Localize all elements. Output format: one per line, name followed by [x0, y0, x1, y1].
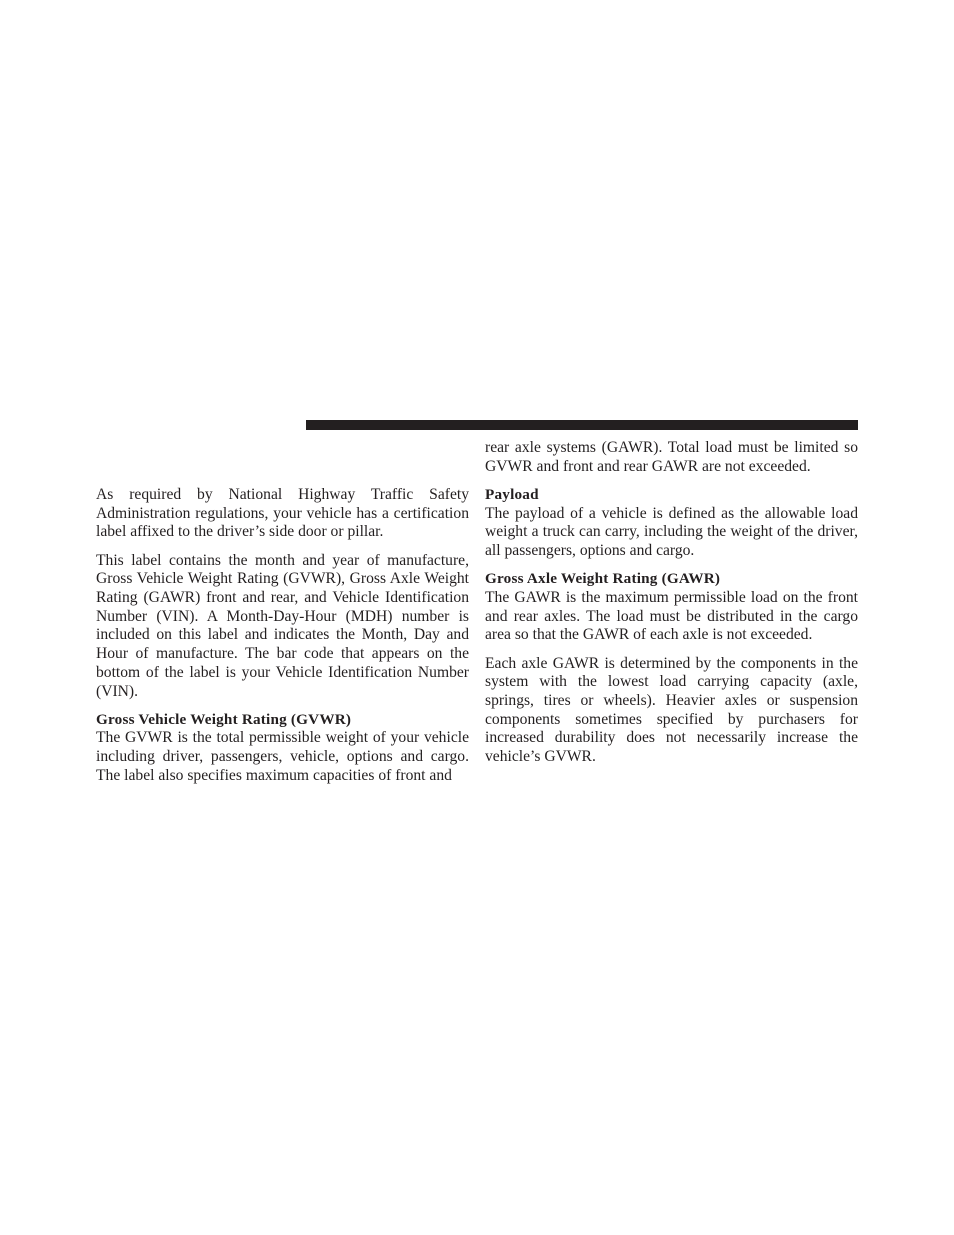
gawr-heading: Gross Axle Weight Rating (GAWR): [485, 570, 721, 588]
section-header-rule: [306, 420, 858, 430]
payload-heading: Payload: [485, 485, 539, 503]
label-contents-paragraph: This label contains the month and year of manufacture, Gross Vehicle Weight Rating (GVWR), Gross Axle Weight Rating (GAWR) front and rear, and Vehicle Identification Number (VIN). A Month-Day-Hour (MDH) number is included on this label and indicates the Month, Day and Hour of manufacture. The bar code that appears on the bottom of the label is your Vehicle Identification Number (VIN).: [96, 551, 469, 700]
payload-paragraph: The payload of a vehicle is defined as the allowable load weight a truck can carry, including the weight of the driver, all passengers, options and cargo.: [485, 504, 858, 560]
gvwr-heading: Gross Vehicle Weight Rating (GVWR): [96, 710, 352, 728]
gvwr-continuation-paragraph: rear axle systems (GAWR). Total load must be limited so GVWR and front and rear GAWR are not exceeded.: [485, 439, 858, 475]
left-column: [96, 486, 469, 795]
intro-paragraph: As required by National Highway Traffic Safety Administration regulations, your vehicle has a certification label affixed to the driver’s side door or pillar.: [96, 486, 469, 541]
gvwr-paragraph: The GVWR is the total permissible weight of your vehicle including driver, passengers, vehicle, options and cargo. The label also specifies maximum capacities of front and: [96, 729, 469, 784]
right-column: [485, 439, 858, 776]
axle-components-paragraph: Each axle GAWR is determined by the components in the system with the lowest load carrying capacity (axle, springs, tires or wheels). Heavier axles or suspension components sometimes specified by purchasers for increased durability does not necessarily increase the vehicle’s GVWR.: [485, 654, 858, 766]
gawr-paragraph: The GAWR is the maximum permissible load on the front and rear axles. The load must be distributed in the cargo area so that the GAWR of each axle is not exceeded.: [485, 588, 858, 644]
